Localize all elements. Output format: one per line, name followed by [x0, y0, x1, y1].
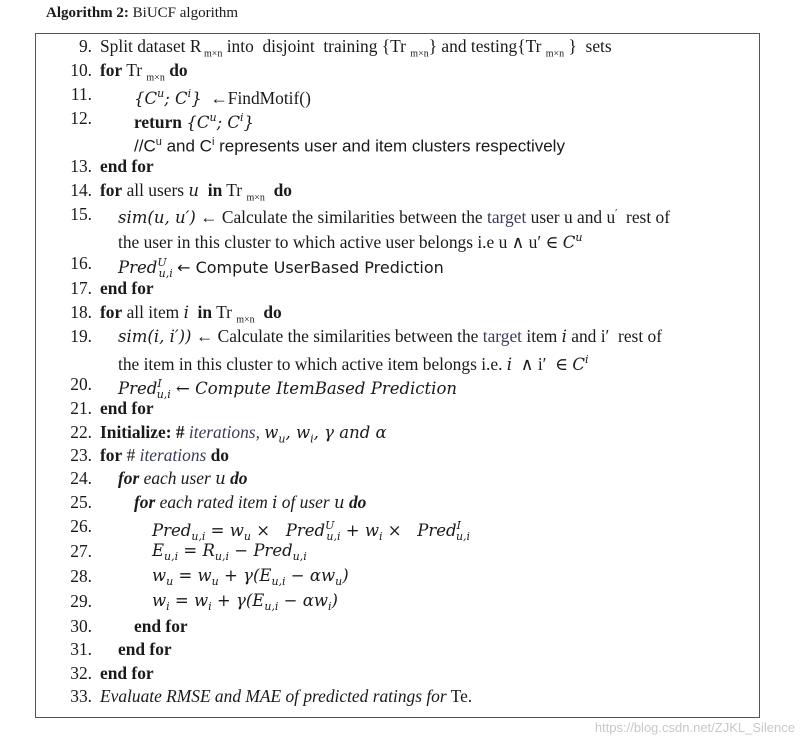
line-number: 15.: [70, 204, 92, 224]
line-number: 26.: [70, 516, 92, 536]
caption-title: BiUCF algorithm: [132, 5, 239, 21]
line-text: Pred$^I_{u,i}$ ← Compute ItemBased Prediction: [118, 377, 458, 401]
line-number: 30.: [70, 616, 92, 636]
line-text: Initialize: # iterations, $w_u$, $w_i$, γ and α: [100, 422, 387, 446]
line-number: 9.: [78, 36, 92, 56]
line-number: 19.: [70, 326, 92, 346]
line-text: for # iterations do: [100, 445, 230, 465]
line-text: end for: [100, 278, 154, 298]
line-number: 10.: [70, 60, 92, 80]
line-text: sim(u, u′) ← Calculate the similarities between the target user u and u′ rest of: [118, 206, 670, 227]
line-number: 14.: [70, 180, 92, 200]
line-number: 32.: [70, 663, 92, 683]
line-number: 11.: [70, 84, 92, 104]
line-number: 27.: [70, 541, 92, 561]
line-number: 12.: [70, 108, 92, 128]
line-number: 16.: [70, 253, 92, 273]
line-text: the user in this cluster to which active user belongs i.e u ∧ u′ ∈ $C^u$: [118, 231, 583, 252]
line-text: for all item i in Tr $_{m\times n}$ do: [100, 302, 282, 326]
line-text: Split dataset R $_{m\times n}$ into disjoint training {Tr $_{m\times n}$} and testing{Tr $_{m\times n}$ } sets: [100, 36, 612, 60]
line-text: $w_i = w_i + \gamma(E_{u,i} - \alpha w_i)$: [152, 591, 338, 613]
line-number: 33.: [70, 686, 92, 706]
line-number: 28.: [70, 566, 92, 586]
caption-label: Algorithm 2:: [46, 5, 129, 21]
line-text: for Tr $_{m\times n}$ do: [100, 60, 188, 84]
line-text: for all users u in Tr $_{m\times n}$ do: [100, 180, 292, 204]
line-text: return {$C^u$; $C^i$}: [134, 111, 255, 132]
line-text: the item in this cluster to which active item belongs i.e. i ∧ i′ ∈ $C^i$: [118, 353, 589, 374]
line-text: $//C^u$ and $C^i$ represents user and item clusters respectively: [134, 136, 565, 156]
line-number: 17.: [70, 278, 92, 298]
line-text: end for: [100, 663, 154, 683]
watermark: https://blog.csdn.net/ZJKL_Silence: [594, 720, 795, 735]
line-text: sim(i, i′)) ← Calculate the similarities between the target item i and i′ rest of: [118, 326, 662, 346]
line-number: 29.: [70, 591, 92, 611]
line-text: Pred$_{u,i}$ = $w_u$ × Pred$^U_{u,i}$ + $w_i$ × Pred$^I_{u,i}$: [152, 519, 471, 543]
line-number: 31.: [70, 639, 92, 659]
line-text: Pred$^U_{u,i}$ ← Compute UserBased Prediction: [118, 256, 444, 280]
line-number: 13.: [70, 156, 92, 176]
line-number: 20.: [70, 374, 92, 394]
line-number: 22.: [70, 422, 92, 442]
line-number: 18.: [70, 302, 92, 322]
algorithm-caption: [46, 5, 238, 22]
line-text: $w_u = w_u + \gamma(E_{u,i} - \alpha w_u)$: [152, 566, 349, 588]
line-number: 25.: [70, 492, 92, 512]
line-text: end for: [118, 639, 172, 659]
line-text: $E_{u,i} = R_{u,i}$ − Pred$_{u,i}$: [152, 541, 307, 563]
line-text: {$C^u$; $C^i$} ←FindMotif(): [134, 87, 311, 108]
line-number: 24.: [70, 468, 92, 488]
line-text: for each rated item i of user u do: [134, 492, 367, 512]
line-text: for each user u do: [118, 468, 248, 488]
line-number: 23.: [70, 445, 92, 465]
line-text: end for: [100, 398, 154, 418]
algorithm-box: [35, 33, 760, 718]
line-number: 21.: [70, 398, 92, 418]
line-text: Evaluate RMSE and MAE of predicted ratings for Te.: [100, 686, 473, 706]
line-text: end for: [134, 616, 188, 636]
line-text: end for: [100, 156, 154, 176]
